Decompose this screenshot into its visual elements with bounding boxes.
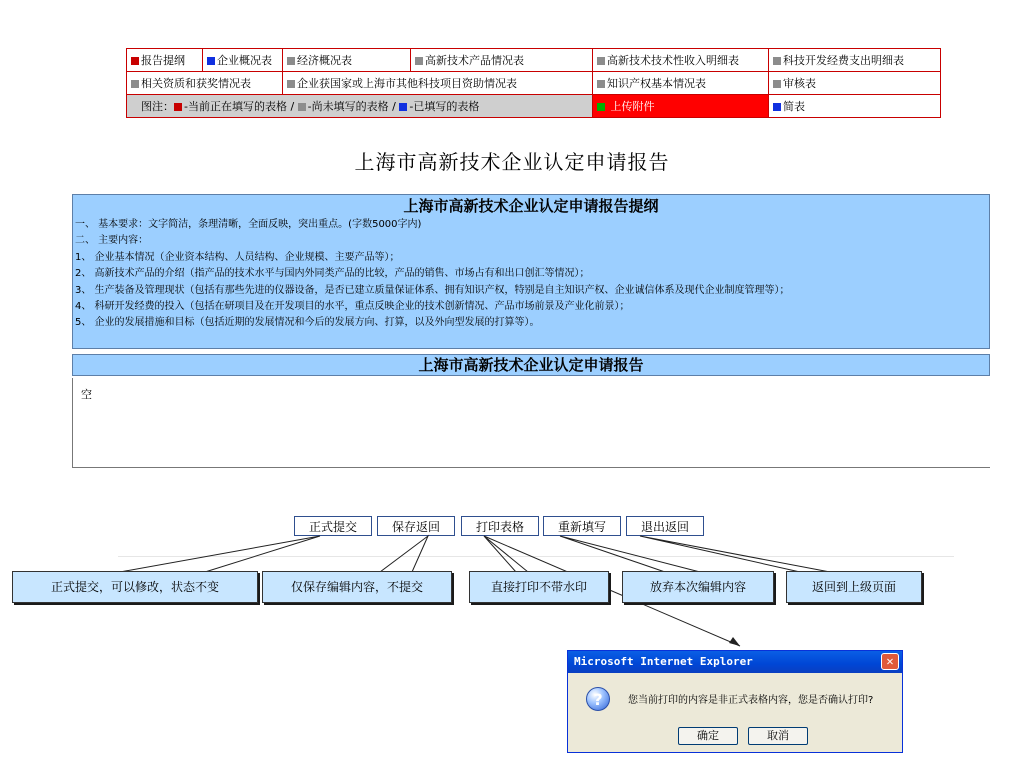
question-icon: ? <box>586 687 610 711</box>
callout-save: 仅保存编辑内容，不提交 <box>262 571 452 603</box>
nav-tab-report-outline[interactable]: 报告提纲 <box>127 49 203 72</box>
outline-line: 5、 企业的发展措施和目标（包括近期的发展情况和今后的发展方向、打算，以及外向型发展的打算等）。 <box>75 317 540 329</box>
outline-line: 2、 高新技术产品的介绍（指产品的技术水平与国内外同类产品的比较，产品的销售、市场占有和出口创汇等情况）； <box>75 268 590 280</box>
status-legend: 图注： -当前正在填写的表格 / -尚未填写的表格 / -已填写的表格 <box>127 95 593 118</box>
callout-print: 直接打印不带水印 <box>469 571 609 603</box>
callout-exit: 返回到上级页面 <box>786 571 922 603</box>
upload-attachment-link[interactable]: 上传附件 <box>593 95 769 118</box>
report-header: 上海市高新技术企业认定申请报告 <box>72 354 990 376</box>
confirm-print-dialog <box>567 650 903 753</box>
pointer-save <box>380 536 428 572</box>
dialog-message: 您当前打印的内容是非正式表格内容，您是否确认打印? <box>628 695 874 706</box>
pointer-reset <box>560 536 700 572</box>
exit-return-button[interactable]: 退出返回 <box>626 516 704 536</box>
outline-line: 4、 科研开发经费的投入（包括在研项目及在开发项目的水平，重点反映企业的技术创新情况、产品市场前景及产业化前景）； <box>75 301 630 313</box>
print-form-button[interactable]: 打印表格 <box>461 516 539 536</box>
nav-tab-hightech-products[interactable]: 高新技术产品情况表 <box>411 49 593 72</box>
dialog-titlebar <box>568 651 902 673</box>
nav-tab-ip-overview[interactable]: 知识产权基本情况表 <box>593 72 769 95</box>
save-return-button[interactable]: 保存返回 <box>377 516 455 536</box>
nav-tab-simple-form[interactable]: 简表 <box>769 95 941 118</box>
nav-tab-company-overview[interactable]: 企业概况表 <box>203 49 283 72</box>
callout-submit: 正式提交，可以修改，状态不变 <box>12 571 258 603</box>
pointer-submit <box>120 536 320 572</box>
outline-line: 一、 基本要求：文字简洁，条理清晰，全面反映，突出重点。(字数5000字内) <box>75 219 422 230</box>
ok-button[interactable]: 确定 <box>678 727 738 745</box>
close-icon[interactable]: ✕ <box>881 653 899 670</box>
report-content-text: 空 <box>81 388 92 401</box>
submit-button[interactable]: 正式提交 <box>294 516 372 536</box>
nav-tab-rd-expense[interactable]: 科技开发经费支出明细表 <box>769 49 941 72</box>
pointer-print <box>484 536 528 572</box>
nav-tab-economic-overview[interactable]: 经济概况表 <box>283 49 411 72</box>
nav-tab-qualifications[interactable]: 相关资质和获奖情况表 <box>127 72 283 95</box>
outline-line: 3、 生产装备及管理现状（包括有那些先进的仪器设备，是否已建立质量保证体系、拥有知识产权，特别是自主知识产权、企业诚信体系及现代企业制度管理等）； <box>75 284 790 296</box>
callout-reset: 放弃本次编辑内容 <box>622 571 774 603</box>
outline-title: 上海市高新技术企业认定申请报告提纲 <box>403 197 659 215</box>
pointer-exit <box>640 536 830 572</box>
outline-line: 1、 企业基本情况（企业资本结构、人员结构、企业规模、主要产品等）； <box>75 251 400 263</box>
nav-tab-funded-projects[interactable]: 企业获国家或上海市其他科技项目资助情况表 <box>283 72 593 95</box>
dialog-title: Microsoft Internet Explorer <box>574 655 753 668</box>
cancel-button[interactable]: 取消 <box>748 727 808 745</box>
nav-tab-tech-income[interactable]: 高新技术技术性收入明细表 <box>593 49 769 72</box>
outline-line: 二、 主要内容： <box>75 235 149 247</box>
reset-button[interactable]: 重新填写 <box>543 516 621 536</box>
nav-tab-review[interactable]: 审核表 <box>769 72 941 95</box>
page-title: 上海市高新技术企业认定申请报告 <box>354 150 670 174</box>
arrowhead <box>729 637 740 646</box>
